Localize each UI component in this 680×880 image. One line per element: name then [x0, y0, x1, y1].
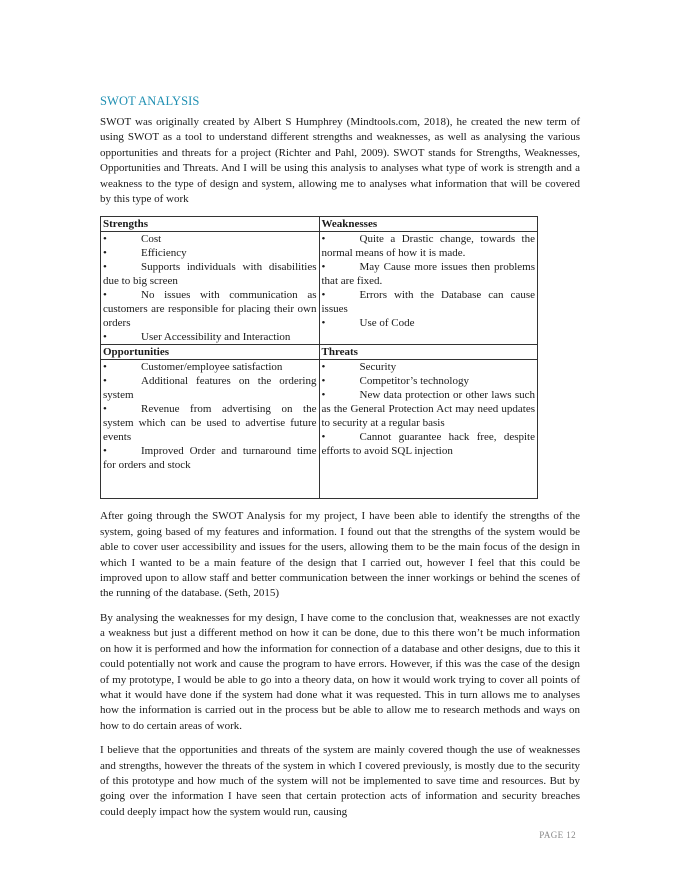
swot-list-item [103, 288, 317, 330]
swot-list-item [103, 260, 317, 288]
swot-list-item [322, 288, 536, 316]
strengths-cell [101, 232, 320, 345]
bullet-icon: • [103, 233, 107, 246]
swot-list-item [322, 260, 536, 288]
swot-item-text: Additional features on the ordering system [103, 375, 317, 402]
section-heading: SWOT ANALYSIS [100, 94, 200, 108]
bullet-icon: • [321, 289, 326, 302]
bullet-icon: • [103, 247, 107, 260]
opportunities-header: Opportunities [101, 345, 320, 360]
swot-item-text: Competitor’s technology [359, 375, 469, 388]
swot-list-item [322, 232, 536, 260]
opportunities-list [103, 360, 317, 472]
swot-item-text: Quite a Drastic change, towards the normal means of how it is made. [321, 233, 535, 260]
bullet-icon: • [321, 233, 326, 246]
body-paragraph-3: I believe that the opportunities and threats of the system are mainly covered though the use of weaknesses and strengths, however the threats of the system in which I covered previously, is mostly due to the security of this prototype and how much of the system will not be implemented to save time and resources. But by going over the information I have seen that certain protection acts of information and security breaches could deeply impact how the system would run, causing [100, 744, 580, 818]
swot-item-text: Supports individuals with disabilities due to big screen [103, 261, 317, 288]
swot-item-text: Efficiency [141, 247, 187, 260]
body-paragraph-2: By analysing the weaknesses for my design, I have come to the conclusion that, weaknesses are not exactly a weakness but just a different method on how it can be done, due to this there won’t be much information on how it is performed and how the information for connection of a database and other designs, due to this it could potentially not work and cause the program to have errors. However, if this was the case of the design of my prototype, I would be able to go into a theory data, on how it would work trying to cover all points of what it would have done if the system had done what it was requested. This in turn allows me to analyses how the information is carried out in the process but be able to allow me to research methods and ways on how to do certain areas of work. [100, 611, 580, 732]
bullet-icon: • [103, 261, 107, 274]
body-paragraph-1: After going through the SWOT Analysis for my project, I have been able to identify the strengths of the system, going based of my features and information. I found out that the strengths of the system would be able to cover user accessibility and issues for the users, allowing them to be the main focus of the design in which I wanted to be a main feature of the design that I carried out, however I feel that this could be improved upon to allow staff and better communication between the inner workings or behind the scenes of the running of the database. (Seth, 2015) [100, 510, 580, 600]
swot-list-item [322, 388, 536, 430]
swot-list-item [103, 360, 317, 374]
swot-list-item [322, 430, 536, 458]
swot-list-item [103, 246, 317, 260]
bullet-icon: • [321, 317, 326, 330]
swot-item-text: New data protection or other laws such as the General Protection Act may need updates to security at a regular basis [321, 389, 535, 430]
swot-list-item [103, 232, 317, 246]
strengths-list [103, 232, 317, 344]
weaknesses-cell [319, 232, 538, 345]
threats-list [322, 360, 536, 458]
bullet-icon: • [103, 361, 107, 374]
swot-list-item [103, 330, 317, 344]
swot-item-text: Customer/employee satisfaction [141, 361, 283, 374]
swot-list-item [103, 402, 317, 444]
bullet-icon: • [103, 403, 107, 416]
weaknesses-list [322, 232, 536, 330]
swot-item-text: Revenue from advertising on the system which can be used to advertise future events [103, 403, 317, 444]
swot-list-item [322, 316, 536, 330]
weaknesses-header: Weaknesses [319, 217, 538, 232]
bullet-icon: • [321, 261, 326, 274]
bullet-icon: • [103, 289, 107, 302]
bullet-icon: • [321, 361, 326, 374]
threats-cell [319, 360, 538, 499]
bullet-icon: • [321, 375, 326, 388]
bullet-icon: • [321, 431, 326, 444]
page-content [100, 94, 580, 820]
swot-item-text: Errors with the Database can cause issues [321, 289, 535, 316]
threats-header: Threats [319, 345, 538, 360]
swot-table [100, 216, 538, 499]
bullet-icon: • [321, 389, 326, 402]
bullet-icon: • [103, 445, 107, 458]
swot-item-text: User Accessibility and Interaction [141, 331, 291, 344]
swot-list-item [322, 374, 536, 388]
swot-list-item [322, 360, 536, 374]
swot-item-text: May Cause more issues then problems that are fixed. [321, 261, 535, 288]
opportunities-cell [101, 360, 320, 499]
swot-list-item [103, 374, 317, 402]
swot-item-text: No issues with communication as customers are responsible for placing their own orders [103, 289, 317, 330]
intro-paragraph: SWOT was originally created by Albert S Humphrey (Mindtools.com, 2018), he created the new term of using SWOT as a tool to understand different strengths and weaknesses, as well as analysing the various opportunities and threats for a project (Richter and Pahl, 2009). SWOT stands for Strengths, Weaknesses, Opportunities and Threats. And I will be using this analysis to analyses what type of work is strength and a weakness to the type of design and system, allowing me to analyses what information that will be covered by this type of work [100, 116, 580, 206]
strengths-header: Strengths [101, 217, 320, 232]
swot-item-text: Improved Order and turnaround time for orders and stock [103, 445, 317, 472]
swot-item-text: Cannot guarantee hack free, despite efforts to avoid SQL injection [321, 431, 535, 458]
page-number: PAGE 12 [539, 830, 576, 840]
bullet-icon: • [103, 375, 107, 388]
swot-list-item [103, 444, 317, 472]
swot-item-text: Security [359, 361, 397, 374]
swot-item-text: Use of Code [359, 317, 415, 330]
bullet-icon: • [103, 331, 107, 344]
swot-item-text: Cost [141, 233, 162, 246]
